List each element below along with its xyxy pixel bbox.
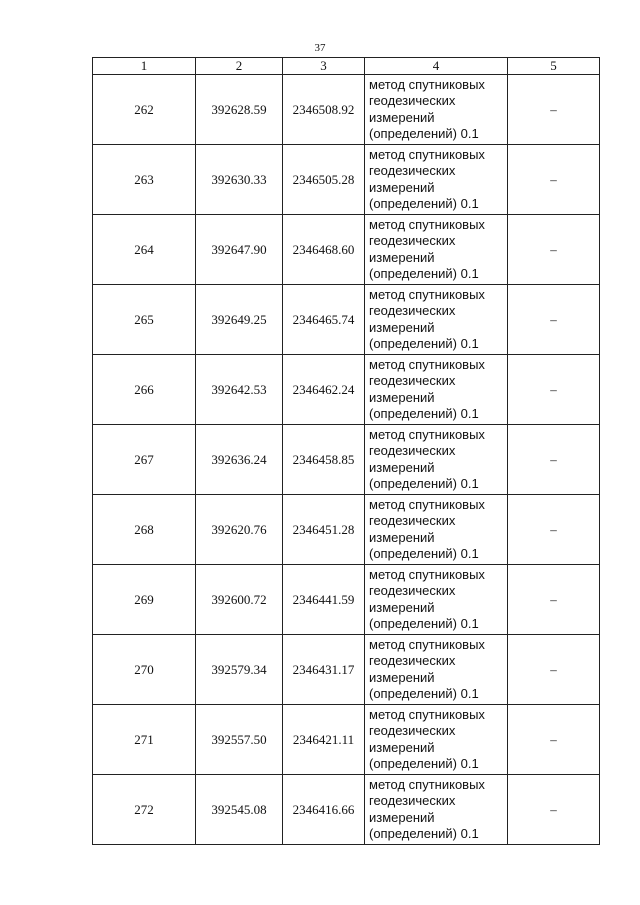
note-cell: – (508, 565, 600, 635)
coordinate-y-cell: 2346431.17 (283, 635, 365, 705)
method-line: метод спутниковых (369, 356, 485, 372)
method-line: метод спутниковых (369, 426, 485, 442)
note-cell: – (508, 75, 600, 145)
method-line: измерений (369, 599, 435, 615)
method-line: метод спутниковых (369, 76, 485, 92)
method-line: геодезических (369, 793, 456, 808)
note-cell: – (508, 705, 600, 775)
method-line: геодезических (369, 653, 456, 668)
table-row (93, 635, 600, 705)
table-row (93, 705, 600, 775)
method-line: геодезических (369, 443, 456, 458)
point-number-cell: 269 (93, 565, 196, 635)
method-line: геодезических (369, 723, 456, 738)
method-line: метод спутниковых (369, 216, 485, 232)
method-cell (365, 565, 508, 635)
table-body (93, 75, 600, 845)
table-row (93, 215, 600, 285)
table-row (93, 775, 600, 845)
coordinate-y-cell: 2346458.85 (283, 425, 365, 495)
column-header-5: 5 (508, 58, 600, 75)
method-line: (определений) 0.1 (369, 406, 479, 421)
method-cell (365, 495, 508, 565)
method-line: метод спутниковых (369, 776, 485, 792)
note-cell: – (508, 215, 600, 285)
point-number-cell: 263 (93, 145, 196, 215)
method-line: измерений (369, 249, 435, 265)
table-row (93, 75, 600, 145)
column-header-2: 2 (196, 58, 283, 75)
method-line: (определений) 0.1 (369, 336, 479, 351)
coordinates-table (92, 57, 600, 845)
method-cell (365, 285, 508, 355)
method-line: метод спутниковых (369, 636, 485, 652)
coordinate-y-cell: 2346505.28 (283, 145, 365, 215)
coordinate-x-cell: 392647.90 (196, 215, 283, 285)
method-line: метод спутниковых (369, 286, 485, 302)
method-cell (365, 705, 508, 775)
method-cell (365, 75, 508, 145)
table-row (93, 565, 600, 635)
method-line: (определений) 0.1 (369, 756, 479, 771)
method-line: геодезических (369, 513, 456, 528)
method-line: метод спутниковых (369, 706, 485, 722)
method-line: метод спутниковых (369, 496, 485, 512)
point-number-cell: 267 (93, 425, 196, 495)
method-line: (определений) 0.1 (369, 196, 479, 211)
method-line: измерений (369, 319, 435, 335)
column-header-1: 1 (93, 58, 196, 75)
coordinate-y-cell: 2346508.92 (283, 75, 365, 145)
point-number-cell: 270 (93, 635, 196, 705)
note-cell: – (508, 495, 600, 565)
method-line: измерений (369, 459, 435, 475)
coordinate-y-cell: 2346416.66 (283, 775, 365, 845)
point-number-cell: 271 (93, 705, 196, 775)
method-line: измерений (369, 109, 435, 125)
coordinate-x-cell: 392620.76 (196, 495, 283, 565)
column-header-3: 3 (283, 58, 365, 75)
column-header-4: 4 (365, 58, 508, 75)
method-line: измерений (369, 529, 435, 545)
coordinate-y-cell: 2346468.60 (283, 215, 365, 285)
method-line: геодезических (369, 163, 456, 178)
method-line: (определений) 0.1 (369, 546, 479, 561)
coordinate-y-cell: 2346441.59 (283, 565, 365, 635)
method-line: геодезических (369, 583, 456, 598)
point-number-cell: 266 (93, 355, 196, 425)
method-cell (365, 145, 508, 215)
table-header-row (93, 58, 600, 75)
table-row (93, 285, 600, 355)
page-number: 37 (314, 42, 326, 54)
table-row (93, 145, 600, 215)
method-cell (365, 635, 508, 705)
method-cell (365, 215, 508, 285)
method-line: (определений) 0.1 (369, 476, 479, 491)
coordinate-x-cell: 392557.50 (196, 705, 283, 775)
table-row (93, 355, 600, 425)
point-number-cell: 268 (93, 495, 196, 565)
method-line: измерений (369, 739, 435, 755)
table-row (93, 425, 600, 495)
point-number-cell: 265 (93, 285, 196, 355)
method-line: (определений) 0.1 (369, 616, 479, 631)
method-line: геодезических (369, 373, 456, 388)
point-number-cell: 272 (93, 775, 196, 845)
note-cell: – (508, 355, 600, 425)
method-line: геодезических (369, 303, 456, 318)
table-row (93, 495, 600, 565)
note-cell: – (508, 145, 600, 215)
coordinate-x-cell: 392630.33 (196, 145, 283, 215)
note-cell: – (508, 285, 600, 355)
coordinate-y-cell: 2346465.74 (283, 285, 365, 355)
coordinate-y-cell: 2346421.11 (283, 705, 365, 775)
coordinate-x-cell: 392545.08 (196, 775, 283, 845)
coordinate-y-cell: 2346451.28 (283, 495, 365, 565)
note-cell: – (508, 635, 600, 705)
method-cell (365, 775, 508, 845)
coordinate-x-cell: 392636.24 (196, 425, 283, 495)
method-line: метод спутниковых (369, 146, 485, 162)
method-line: (определений) 0.1 (369, 266, 479, 281)
point-number-cell: 262 (93, 75, 196, 145)
method-line: измерений (369, 669, 435, 685)
coordinate-x-cell: 392628.59 (196, 75, 283, 145)
coordinate-y-cell: 2346462.24 (283, 355, 365, 425)
coordinate-x-cell: 392579.34 (196, 635, 283, 705)
method-line: (определений) 0.1 (369, 826, 479, 841)
point-number-cell: 264 (93, 215, 196, 285)
method-line: метод спутниковых (369, 566, 485, 582)
method-line: (определений) 0.1 (369, 686, 479, 701)
method-line: (определений) 0.1 (369, 126, 479, 141)
coordinate-x-cell: 392642.53 (196, 355, 283, 425)
method-line: измерений (369, 389, 435, 405)
coordinate-x-cell: 392649.25 (196, 285, 283, 355)
method-line: геодезических (369, 233, 456, 248)
method-cell (365, 425, 508, 495)
note-cell: – (508, 775, 600, 845)
method-cell (365, 355, 508, 425)
method-line: измерений (369, 179, 435, 195)
method-line: измерений (369, 809, 435, 825)
note-cell: – (508, 425, 600, 495)
coordinate-x-cell: 392600.72 (196, 565, 283, 635)
method-line: геодезических (369, 93, 456, 108)
